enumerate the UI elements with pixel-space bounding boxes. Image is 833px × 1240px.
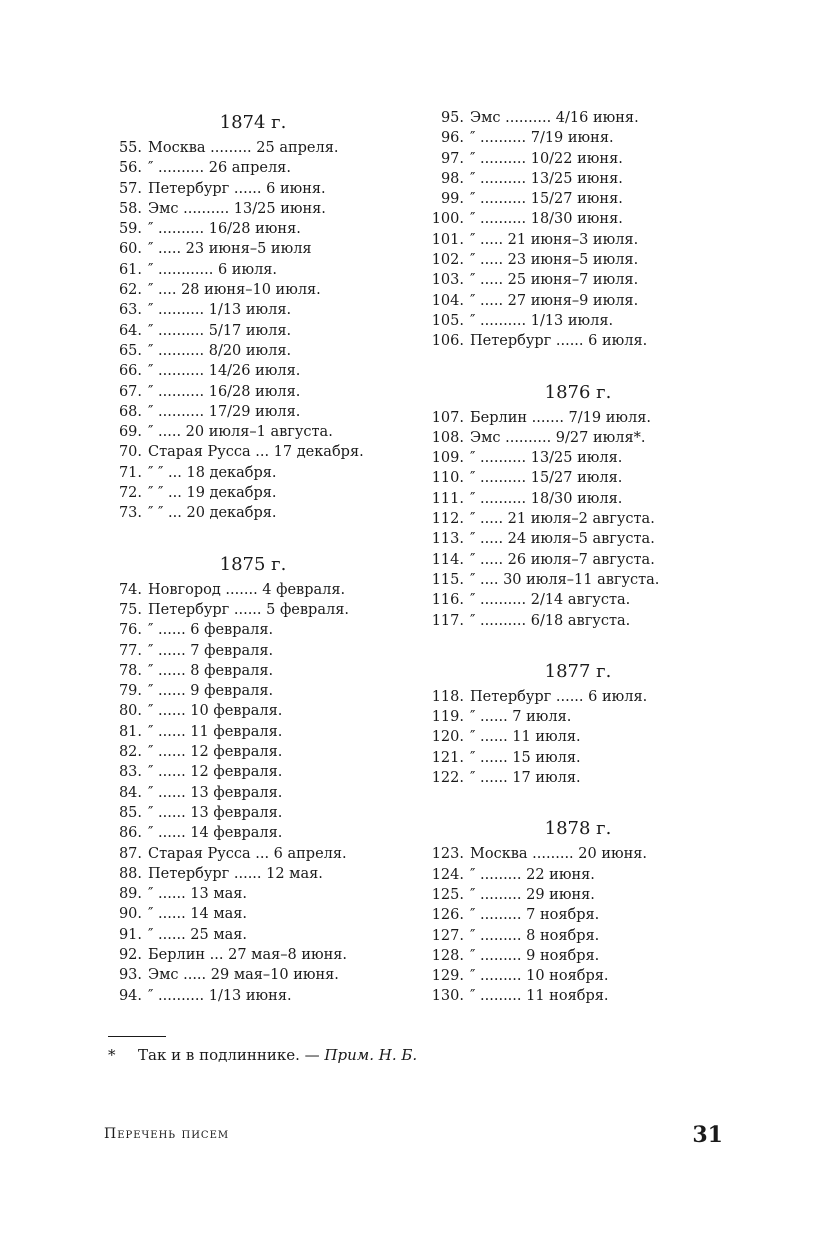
letter-entry [108, 463, 398, 483]
entry-place-date: ″ .......... 18/30 июля. [470, 490, 623, 507]
entry-number: 121. [431, 749, 464, 766]
letter-entry [108, 321, 398, 341]
letter-entry [108, 864, 398, 884]
entry-number: 102. [431, 252, 464, 269]
entry-place-date: ″ ............ 6 июля. [148, 261, 278, 278]
entry-place-date: ″ ″ ... 20 декабря. [148, 505, 277, 522]
letter-entry [428, 768, 728, 788]
entry-place-date: Петербург ...... 6 июля. [470, 688, 648, 705]
entry-number: 77. [118, 642, 142, 659]
letter-entry [108, 442, 398, 462]
entry-number: 78. [118, 662, 142, 679]
entry-number: 67. [118, 383, 142, 400]
entry-place-date: ″ ......... 8 ноября. [470, 927, 600, 944]
entry-place-date: Петербург ...... 6 июня. [148, 180, 326, 197]
letter-entry [428, 311, 728, 331]
letter-entry [428, 611, 728, 631]
entry-number: 55. [118, 140, 142, 156]
letter-entry [428, 570, 728, 590]
letter-entry [428, 489, 728, 509]
letter-entry [108, 945, 398, 965]
entry-place-date: ″ .......... 2/14 августа. [470, 592, 631, 609]
entry-number: 120. [431, 729, 464, 746]
letter-entry [428, 509, 728, 529]
entry-place-date: ″ .......... 5/17 июля. [148, 322, 292, 339]
entry-place-date: ″ .......... 15/27 июля. [470, 470, 623, 487]
letter-entry [428, 149, 728, 169]
letter-entry [428, 331, 728, 351]
letter-entry [428, 926, 728, 946]
entry-number: 72. [118, 485, 142, 502]
entry-place-date: ″ .......... 6/18 августа. [470, 612, 631, 629]
letter-entry [108, 483, 398, 503]
entry-number: 88. [118, 865, 142, 882]
entry-place-date: ″ ...... 12 февраля. [148, 744, 283, 761]
letter-entry [108, 600, 398, 620]
entry-number: 114. [431, 551, 464, 568]
entry-number: 125. [431, 886, 464, 903]
entry-number: 60. [118, 241, 142, 258]
entry-number: 103. [431, 272, 464, 289]
entry-place-date: ″ .... 28 июня–10 июля. [148, 282, 321, 299]
letter-entry [428, 946, 728, 966]
entry-number: 83. [118, 764, 142, 781]
letter-entry [108, 341, 398, 361]
entry-number: 86. [118, 825, 142, 842]
entry-place-date: Эмс .......... 9/27 июля*. [470, 429, 646, 446]
year-section [108, 108, 398, 524]
entry-number: 106. [431, 333, 464, 350]
entry-place-date: Москва ......... 20 июня. [470, 846, 648, 863]
entry-place-date: ″ .......... 18/30 июня. [470, 211, 623, 228]
entry-place-date: ″ ...... 13 мая. [148, 886, 248, 903]
right-column [428, 108, 728, 1033]
letter-entry [428, 885, 728, 905]
entry-number: 104. [431, 292, 464, 309]
letter-entry [428, 590, 728, 610]
entry-number: 122. [431, 770, 464, 787]
entry-number: 127. [431, 927, 464, 944]
entry-number: 99. [440, 191, 464, 208]
entry-number: 62. [118, 282, 142, 299]
letter-entry [428, 905, 728, 925]
entry-place-date: ″ ..... 21 июня–3 июля. [470, 231, 639, 248]
entry-number: 79. [118, 683, 142, 700]
entry-place-date: ″ ...... 10 февраля. [148, 703, 283, 720]
entry-place-date: ″ ...... 7 июля. [470, 709, 572, 726]
entry-place-date: ″ .......... 14/26 июля. [148, 363, 301, 380]
entry-place-date: ″ .......... 1/13 июля. [148, 302, 292, 319]
entry-place-date: ″ ..... 23 июня–5 июля. [470, 252, 639, 269]
entry-number: 116. [431, 592, 464, 609]
left-column [108, 108, 398, 1032]
entry-number: 64. [118, 322, 142, 339]
entry-number: 80. [118, 703, 142, 720]
entry-place-date: ″ .......... 13/25 июля. [470, 450, 623, 467]
letter-entry [108, 965, 398, 985]
entry-number: 98. [440, 170, 464, 187]
entry-number: 75. [118, 601, 142, 618]
letter-entry [428, 468, 728, 488]
letter-entry [108, 701, 398, 721]
letter-entry [108, 138, 398, 158]
letter-entry [108, 179, 398, 199]
entry-place-date: ″ ......... 9 ноября. [470, 947, 600, 964]
entry-place-date: ″ ...... 14 февраля. [148, 825, 283, 842]
entry-place-date: ″ ..... 20 июля–1 августа. [148, 424, 333, 441]
entry-number: 95. [440, 110, 464, 126]
entry-number: 65. [118, 342, 142, 359]
letter-entry [428, 550, 728, 570]
footnote-rule [108, 1036, 166, 1037]
entry-place-date: ″ ...... 6 февраля. [148, 622, 274, 639]
year-heading: 1877 г. [544, 660, 612, 682]
letter-entry [108, 382, 398, 402]
entry-place-date: ″ ″ ... 19 декабря. [148, 485, 277, 502]
year-section [428, 108, 728, 352]
letter-entry [108, 641, 398, 661]
letter-entry [428, 966, 728, 986]
letter-entry [108, 503, 398, 523]
letter-entry [108, 904, 398, 924]
letter-entry [428, 209, 728, 229]
entry-number: 112. [431, 511, 464, 528]
letter-entry [428, 865, 728, 885]
entry-number: 119. [431, 709, 464, 726]
footnote-text: Так и в подлиннике. — [138, 1046, 325, 1064]
entry-number: 109. [431, 450, 464, 467]
entry-place-date: ″ ...... 15 июля. [470, 749, 581, 766]
entry-place-date: ″ ...... 7 февраля. [148, 642, 274, 659]
entry-number: 70. [118, 444, 142, 461]
entry-number: 129. [431, 968, 464, 985]
entry-number: 89. [118, 886, 142, 903]
entry-place-date: ″ ...... 11 июля. [470, 729, 581, 746]
entry-place-date: Берлин ....... 7/19 июля. [470, 409, 651, 426]
entry-number: 68. [118, 403, 142, 420]
entry-number: 85. [118, 804, 142, 821]
entry-place-date: ″ ......... 29 июня. [470, 886, 595, 903]
entry-number: 101. [431, 231, 464, 248]
entry-place-date: Эмс ..... 29 мая–10 июня. [148, 967, 339, 984]
page-number: 31 [692, 1122, 723, 1148]
letter-entry [108, 844, 398, 864]
entry-place-date: ″ ...... 17 июля. [470, 770, 581, 787]
entry-number: 123. [431, 846, 464, 863]
entry-number: 76. [118, 622, 142, 639]
entry-number: 57. [118, 180, 142, 197]
year-section [108, 550, 398, 1006]
letter-entry [108, 280, 398, 300]
entry-number: 73. [118, 505, 142, 522]
letter-entry [428, 986, 728, 1006]
entry-place-date: ″ ..... 23 июня–5 июля [148, 241, 312, 258]
letter-entry [108, 803, 398, 823]
letter-entry [428, 108, 728, 128]
letter-entry [428, 128, 728, 148]
entry-number: 92. [118, 946, 142, 963]
entry-number: 105. [431, 312, 464, 329]
entry-place-date: ″ ...... 13 февраля. [148, 804, 283, 821]
entry-place-date: ″ ......... 11 ноября. [470, 988, 609, 1005]
letter-entry [428, 727, 728, 747]
entry-number: 58. [118, 200, 142, 217]
entry-number: 111. [431, 490, 464, 507]
entry-number: 69. [118, 424, 142, 441]
entry-number: 117. [431, 612, 464, 629]
entry-place-date: ″ ...... 12 февраля. [148, 764, 283, 781]
year-section [428, 814, 728, 1006]
entry-number: 118. [431, 688, 464, 705]
letter-entry [108, 239, 398, 259]
letter-entry [428, 291, 728, 311]
letter-entry [108, 661, 398, 681]
letter-entry [428, 169, 728, 189]
entry-number: 66. [118, 363, 142, 380]
entry-number: 61. [118, 261, 142, 278]
entry-place-date: ″ ...... 8 февраля. [148, 662, 274, 679]
letter-entry [108, 681, 398, 701]
footnote-ref: Прим. Н. Б. [324, 1046, 418, 1064]
letter-entry [108, 199, 398, 219]
letter-entry [108, 722, 398, 742]
entry-number: 96. [440, 130, 464, 147]
entry-number: 84. [118, 784, 142, 801]
entry-number: 108. [431, 429, 464, 446]
letter-entry [108, 422, 398, 442]
entry-number: 82. [118, 744, 142, 761]
entry-place-date: Эмс .......... 4/16 июня. [470, 110, 639, 126]
letter-entry [428, 408, 728, 428]
entry-place-date: ″ ...... 14 мая. [148, 906, 248, 923]
entry-number: 63. [118, 302, 142, 319]
entry-place-date: ″ .......... 16/28 июня. [148, 221, 301, 238]
entry-place-date: ″ ......... 22 июня. [470, 866, 595, 883]
entry-place-date: Берлин ... 27 мая–8 июня. [148, 946, 348, 963]
letter-entry [108, 300, 398, 320]
letter-entry [428, 270, 728, 290]
entry-place-date: ″ ...... 25 мая. [148, 926, 248, 943]
entry-place-date: ″ .......... 10/22 июня. [470, 150, 623, 167]
letter-entry [108, 361, 398, 381]
entry-number: 97. [440, 150, 464, 167]
entry-number: 126. [431, 907, 464, 924]
letter-entry [428, 448, 728, 468]
year-heading: 1876 г. [544, 381, 612, 403]
entry-number: 87. [118, 845, 142, 862]
footnote [108, 1046, 417, 1064]
entry-number: 107. [431, 409, 464, 426]
letter-entry [108, 762, 398, 782]
entry-place-date: ″ ..... 21 июля–2 августа. [470, 511, 655, 528]
letter-entry [428, 687, 728, 707]
year-heading: 1875 г. [219, 553, 287, 575]
letter-entry [108, 783, 398, 803]
entry-number: 56. [118, 160, 142, 177]
entry-number: 59. [118, 221, 142, 238]
entry-place-date: ″ ...... 13 февраля. [148, 784, 283, 801]
entry-place-date: ″ ...... 9 февраля. [148, 683, 274, 700]
entry-place-date: ″ .......... 1/13 июля. [470, 312, 614, 329]
entry-place-date: ″ ......... 7 ноября. [470, 907, 600, 924]
letter-entry [108, 884, 398, 904]
letter-entry [108, 823, 398, 843]
entry-number: 94. [118, 987, 142, 1004]
entry-place-date: ″ ..... 24 июля–5 августа. [470, 531, 655, 548]
entry-place-date: ″ .......... 13/25 июня. [470, 170, 623, 187]
entry-number: 90. [118, 906, 142, 923]
footnote-mark: * [108, 1046, 116, 1064]
letter-entry [428, 748, 728, 768]
entry-place-date: ″ ″ ... 18 декабря. [148, 464, 277, 481]
entry-place-date: Эмс .......... 13/25 июня. [148, 200, 326, 217]
letter-entry [108, 925, 398, 945]
letter-entry [108, 158, 398, 178]
letter-entry [428, 529, 728, 549]
entry-number: 81. [118, 723, 142, 740]
letter-entry [108, 260, 398, 280]
entry-number: 71. [118, 464, 142, 481]
entry-number: 91. [118, 926, 142, 943]
letter-entry [428, 428, 728, 448]
year-section [428, 378, 728, 631]
entry-place-date: Петербург ...... 6 июля. [470, 333, 648, 350]
letter-entry [108, 580, 398, 600]
letter-entry [428, 250, 728, 270]
entry-number: 113. [431, 531, 464, 548]
entry-place-date: ″ ..... 25 июня–7 июля. [470, 272, 639, 289]
entry-number: 74. [118, 581, 142, 598]
letter-entry [428, 707, 728, 727]
entry-place-date: ″ .......... 7/19 июня. [470, 130, 614, 147]
entry-number: 124. [431, 866, 464, 883]
entry-place-date: Старая Русса ... 17 декабря. [148, 444, 364, 461]
entry-place-date: ″ .......... 26 апреля. [148, 160, 291, 177]
entry-place-date: Новгород ....... 4 февраля. [148, 581, 346, 598]
year-heading: 1878 г. [544, 818, 612, 840]
letter-entry [108, 742, 398, 762]
letter-entry [108, 219, 398, 239]
entry-place-date: ″ .... 30 июля–11 августа. [470, 571, 660, 588]
entry-place-date: ″ ...... 11 февраля. [148, 723, 283, 740]
entry-place-date: Петербург ...... 5 февраля. [148, 601, 349, 618]
letter-entry [428, 189, 728, 209]
entry-number: 115. [431, 571, 464, 588]
letter-entry [428, 230, 728, 250]
entry-place-date: ″ ..... 26 июля–7 августа. [470, 551, 655, 568]
year-heading: 1874 г. [219, 112, 287, 133]
entry-number: 130. [431, 988, 464, 1005]
entry-place-date: ″ .......... 16/28 июля. [148, 383, 301, 400]
running-title: Перечень писем [104, 1126, 230, 1142]
entry-place-date: Москва ......... 25 апреля. [148, 140, 339, 156]
letter-entry [428, 844, 728, 864]
entry-place-date: ″ .......... 8/20 июля. [148, 342, 292, 359]
entry-number: 93. [118, 967, 142, 984]
year-section [428, 657, 728, 788]
entry-place-date: ″ ......... 10 ноября. [470, 968, 609, 985]
entry-place-date: ″ ..... 27 июня–9 июля. [470, 292, 639, 309]
entry-place-date: ″ .......... 17/29 июля. [148, 403, 301, 420]
entry-place-date: Старая Русса ... 6 апреля. [148, 845, 347, 862]
letter-entry [108, 620, 398, 640]
letter-entry [108, 402, 398, 422]
entry-place-date: Петербург ...... 12 мая. [148, 865, 323, 882]
entry-place-date: ″ .......... 1/13 июня. [148, 987, 292, 1004]
entry-place-date: ″ .......... 15/27 июня. [470, 191, 623, 208]
entry-number: 110. [431, 470, 464, 487]
entry-number: 128. [431, 947, 464, 964]
entry-number: 100. [431, 211, 464, 228]
letter-entry [108, 986, 398, 1006]
